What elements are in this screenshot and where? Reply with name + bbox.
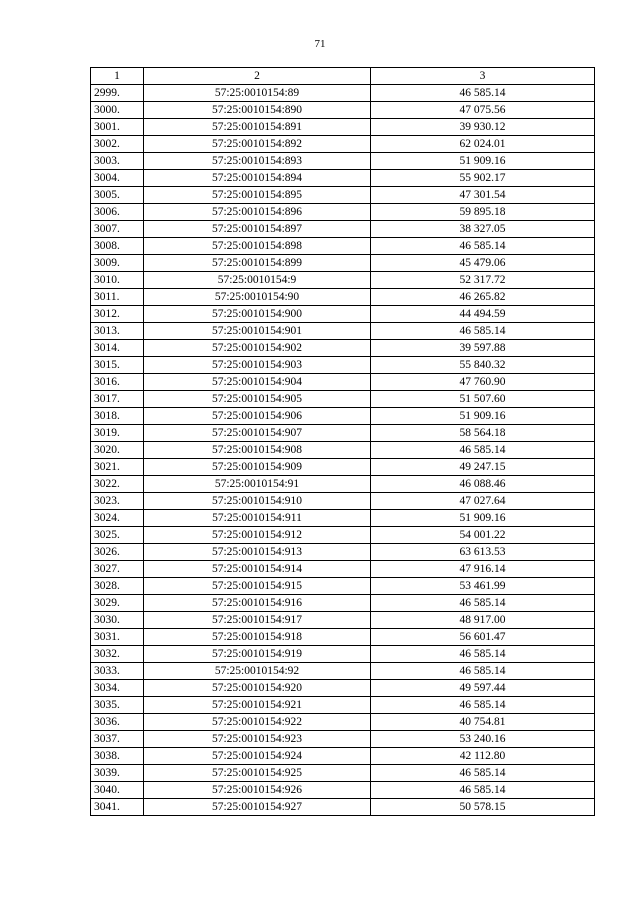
cadastral-number-cell: 57:25:0010154:907 xyxy=(144,425,371,442)
cadastral-number-cell: 57:25:0010154:894 xyxy=(144,170,371,187)
table-row xyxy=(91,714,595,731)
value-cell: 46 585.14 xyxy=(371,442,595,459)
table-header-row xyxy=(91,68,595,85)
value-cell: 42 112.80 xyxy=(371,748,595,765)
row-number-cell: 2999. xyxy=(91,85,144,102)
value-cell: 63 613.53 xyxy=(371,544,595,561)
table-row xyxy=(91,238,595,255)
cadastral-number-cell: 57:25:0010154:903 xyxy=(144,357,371,374)
value-cell: 46 585.14 xyxy=(371,782,595,799)
cadastral-number-cell: 57:25:0010154:911 xyxy=(144,510,371,527)
table-row xyxy=(91,510,595,527)
row-number-cell: 3006. xyxy=(91,204,144,221)
cadastral-number-cell: 57:25:0010154:921 xyxy=(144,697,371,714)
value-cell: 46 088.46 xyxy=(371,476,595,493)
table-row xyxy=(91,374,595,391)
row-number-cell: 3025. xyxy=(91,527,144,544)
value-cell: 49 247.15 xyxy=(371,459,595,476)
value-cell: 51 909.16 xyxy=(371,408,595,425)
table-row xyxy=(91,425,595,442)
cadastral-number-cell: 57:25:0010154:913 xyxy=(144,544,371,561)
table-row xyxy=(91,697,595,714)
row-number-cell: 3030. xyxy=(91,612,144,629)
row-number-cell: 3031. xyxy=(91,629,144,646)
row-number-cell: 3000. xyxy=(91,102,144,119)
row-number-cell: 3026. xyxy=(91,544,144,561)
row-number-cell: 3018. xyxy=(91,408,144,425)
value-cell: 53 240.16 xyxy=(371,731,595,748)
value-cell: 46 585.14 xyxy=(371,663,595,680)
row-number-cell: 3022. xyxy=(91,476,144,493)
value-cell: 51 909.16 xyxy=(371,510,595,527)
row-number-cell: 3007. xyxy=(91,221,144,238)
table-row xyxy=(91,306,595,323)
cadastral-number-cell: 57:25:0010154:922 xyxy=(144,714,371,731)
row-number-cell: 3011. xyxy=(91,289,144,306)
table-row xyxy=(91,272,595,289)
cadastral-number-cell: 57:25:0010154:904 xyxy=(144,374,371,391)
table-row xyxy=(91,765,595,782)
row-number-cell: 3008. xyxy=(91,238,144,255)
cadastral-number-cell: 57:25:0010154:918 xyxy=(144,629,371,646)
table-row xyxy=(91,544,595,561)
value-cell: 47 301.54 xyxy=(371,187,595,204)
table-row xyxy=(91,289,595,306)
cadastral-number-cell: 57:25:0010154:914 xyxy=(144,561,371,578)
value-cell: 50 578.15 xyxy=(371,799,595,816)
table-row xyxy=(91,85,595,102)
value-cell: 53 461.99 xyxy=(371,578,595,595)
value-cell: 54 001.22 xyxy=(371,527,595,544)
row-number-cell: 3021. xyxy=(91,459,144,476)
table-row xyxy=(91,221,595,238)
table-row xyxy=(91,102,595,119)
cadastral-number-cell: 57:25:0010154:920 xyxy=(144,680,371,697)
cadastral-number-cell: 57:25:0010154:895 xyxy=(144,187,371,204)
cadastral-number-cell: 57:25:0010154:923 xyxy=(144,731,371,748)
table-row xyxy=(91,153,595,170)
table-row xyxy=(91,731,595,748)
cadastral-number-cell: 57:25:0010154:910 xyxy=(144,493,371,510)
cadastral-number-cell: 57:25:0010154:896 xyxy=(144,204,371,221)
cadastral-number-cell: 57:25:0010154:891 xyxy=(144,119,371,136)
header-cell-2: 2 xyxy=(144,68,371,85)
table-row xyxy=(91,442,595,459)
table-row xyxy=(91,476,595,493)
cadastral-number-cell: 57:25:0010154:924 xyxy=(144,748,371,765)
cadastral-number-cell: 57:25:0010154:897 xyxy=(144,221,371,238)
row-number-cell: 3017. xyxy=(91,391,144,408)
cadastral-number-cell: 57:25:0010154:926 xyxy=(144,782,371,799)
row-number-cell: 3012. xyxy=(91,306,144,323)
value-cell: 39 597.88 xyxy=(371,340,595,357)
table-body xyxy=(91,68,595,816)
table-row xyxy=(91,391,595,408)
table-row xyxy=(91,459,595,476)
row-number-cell: 3016. xyxy=(91,374,144,391)
cadastral-number-cell: 57:25:0010154:906 xyxy=(144,408,371,425)
cadastral-number-cell: 57:25:0010154:919 xyxy=(144,646,371,663)
table-row xyxy=(91,629,595,646)
row-number-cell: 3041. xyxy=(91,799,144,816)
row-number-cell: 3003. xyxy=(91,153,144,170)
value-cell: 46 585.14 xyxy=(371,646,595,663)
row-number-cell: 3020. xyxy=(91,442,144,459)
cadastral-number-cell: 57:25:0010154:892 xyxy=(144,136,371,153)
cadastral-number-cell: 57:25:0010154:91 xyxy=(144,476,371,493)
row-number-cell: 3033. xyxy=(91,663,144,680)
table-row xyxy=(91,119,595,136)
value-cell: 58 564.18 xyxy=(371,425,595,442)
table-row xyxy=(91,799,595,816)
value-cell: 40 754.81 xyxy=(371,714,595,731)
value-cell: 55 840.32 xyxy=(371,357,595,374)
cadastral-number-cell: 57:25:0010154:902 xyxy=(144,340,371,357)
value-cell: 46 585.14 xyxy=(371,238,595,255)
cadastral-number-cell: 57:25:0010154:908 xyxy=(144,442,371,459)
cadastral-number-cell: 57:25:0010154:893 xyxy=(144,153,371,170)
row-number-cell: 3028. xyxy=(91,578,144,595)
table-row xyxy=(91,561,595,578)
cadastral-number-cell: 57:25:0010154:898 xyxy=(144,238,371,255)
table-row xyxy=(91,340,595,357)
value-cell: 47 075.56 xyxy=(371,102,595,119)
row-number-cell: 3023. xyxy=(91,493,144,510)
row-number-cell: 3014. xyxy=(91,340,144,357)
cadastral-number-cell: 57:25:0010154:899 xyxy=(144,255,371,272)
cadastral-number-cell: 57:25:0010154:890 xyxy=(144,102,371,119)
value-cell: 39 930.12 xyxy=(371,119,595,136)
table-row xyxy=(91,527,595,544)
value-cell: 46 585.14 xyxy=(371,323,595,340)
value-cell: 46 585.14 xyxy=(371,697,595,714)
page-number: 71 xyxy=(314,38,326,50)
value-cell: 51 909.16 xyxy=(371,153,595,170)
row-number-cell: 3037. xyxy=(91,731,144,748)
cadastral-number-cell: 57:25:0010154:912 xyxy=(144,527,371,544)
value-cell: 46 585.14 xyxy=(371,765,595,782)
row-number-cell: 3019. xyxy=(91,425,144,442)
value-cell: 56 601.47 xyxy=(371,629,595,646)
row-number-cell: 3036. xyxy=(91,714,144,731)
cadastral-number-cell: 57:25:0010154:905 xyxy=(144,391,371,408)
row-number-cell: 3024. xyxy=(91,510,144,527)
cadastral-number-cell: 57:25:0010154:909 xyxy=(144,459,371,476)
cadastral-number-cell: 57:25:0010154:89 xyxy=(144,85,371,102)
row-number-cell: 3027. xyxy=(91,561,144,578)
value-cell: 52 317.72 xyxy=(371,272,595,289)
table-row xyxy=(91,408,595,425)
table-row xyxy=(91,255,595,272)
cadastral-number-cell: 57:25:0010154:915 xyxy=(144,578,371,595)
cadastral-number-cell: 57:25:0010154:92 xyxy=(144,663,371,680)
row-number-cell: 3015. xyxy=(91,357,144,374)
row-number-cell: 3038. xyxy=(91,748,144,765)
row-number-cell: 3013. xyxy=(91,323,144,340)
cadastral-number-cell: 57:25:0010154:925 xyxy=(144,765,371,782)
value-cell: 45 479.06 xyxy=(371,255,595,272)
row-number-cell: 3032. xyxy=(91,646,144,663)
cadastral-number-cell: 57:25:0010154:916 xyxy=(144,595,371,612)
table-row xyxy=(91,782,595,799)
table-row xyxy=(91,595,595,612)
value-cell: 44 494.59 xyxy=(371,306,595,323)
table-row xyxy=(91,680,595,697)
table-row xyxy=(91,612,595,629)
cadastral-number-cell: 57:25:0010154:917 xyxy=(144,612,371,629)
table-row xyxy=(91,136,595,153)
value-cell: 51 507.60 xyxy=(371,391,595,408)
row-number-cell: 3005. xyxy=(91,187,144,204)
table-row xyxy=(91,493,595,510)
value-cell: 62 024.01 xyxy=(371,136,595,153)
row-number-cell: 3004. xyxy=(91,170,144,187)
value-cell: 49 597.44 xyxy=(371,680,595,697)
table-row xyxy=(91,578,595,595)
value-cell: 47 760.90 xyxy=(371,374,595,391)
value-cell: 48 917.00 xyxy=(371,612,595,629)
table-row xyxy=(91,187,595,204)
row-number-cell: 3039. xyxy=(91,765,144,782)
row-number-cell: 3040. xyxy=(91,782,144,799)
row-number-cell: 3009. xyxy=(91,255,144,272)
value-cell: 38 327.05 xyxy=(371,221,595,238)
value-cell: 46 585.14 xyxy=(371,595,595,612)
value-cell: 55 902.17 xyxy=(371,170,595,187)
row-number-cell: 3010. xyxy=(91,272,144,289)
cadastral-number-cell: 57:25:0010154:901 xyxy=(144,323,371,340)
table-row xyxy=(91,170,595,187)
row-number-cell: 3002. xyxy=(91,136,144,153)
cadastral-value-table xyxy=(90,67,595,816)
table-row xyxy=(91,663,595,680)
cadastral-number-cell: 57:25:0010154:90 xyxy=(144,289,371,306)
table-row xyxy=(91,748,595,765)
table-row xyxy=(91,204,595,221)
value-cell: 46 585.14 xyxy=(371,85,595,102)
cadastral-number-cell: 57:25:0010154:900 xyxy=(144,306,371,323)
value-cell: 46 265.82 xyxy=(371,289,595,306)
cadastral-number-cell: 57:25:0010154:927 xyxy=(144,799,371,816)
header-cell-1: 1 xyxy=(91,68,144,85)
row-number-cell: 3001. xyxy=(91,119,144,136)
table-row xyxy=(91,323,595,340)
row-number-cell: 3035. xyxy=(91,697,144,714)
value-cell: 59 895.18 xyxy=(371,204,595,221)
header-cell-3: 3 xyxy=(371,68,595,85)
cadastral-number-cell: 57:25:0010154:9 xyxy=(144,272,371,289)
table-row xyxy=(91,646,595,663)
row-number-cell: 3034. xyxy=(91,680,144,697)
value-cell: 47 916.14 xyxy=(371,561,595,578)
row-number-cell: 3029. xyxy=(91,595,144,612)
value-cell: 47 027.64 xyxy=(371,493,595,510)
table-row xyxy=(91,357,595,374)
